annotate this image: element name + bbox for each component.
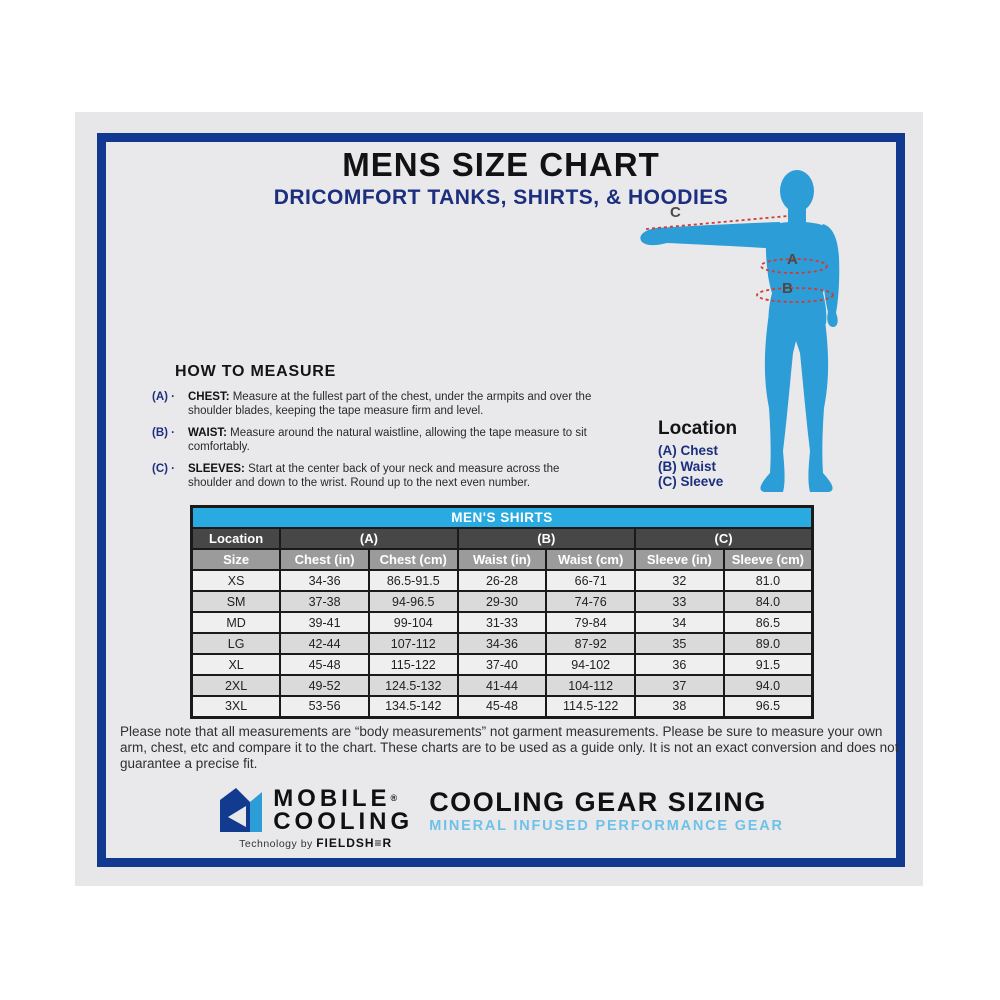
group-header-cell: (B) (458, 528, 635, 549)
value-cell: 81.0 (724, 570, 813, 591)
value-cell: 87-92 (546, 633, 635, 654)
brand-line-cooling: COOLING (273, 808, 414, 835)
value-cell: 37-40 (458, 654, 547, 675)
value-cell: 107-112 (369, 633, 458, 654)
legend-item-0: (A) Chest (658, 443, 718, 458)
page-subtitle: DRICOMFORT TANKS, SHIRTS, & HOODIES (273, 186, 729, 209)
column-header-cell: Chest (in) (280, 549, 369, 570)
measure-key: (A) · (152, 391, 175, 403)
group-header-cell: (A) (280, 528, 457, 549)
marker-label-c: C (670, 204, 681, 221)
measure-text: WAIST: Measure around the natural waistline, allowing the tape measure to sit comfortably. (188, 427, 587, 453)
mens-shirts-size-table (190, 505, 814, 719)
measure-row-1 (152, 426, 592, 454)
value-cell: 134.5-142 (369, 696, 458, 717)
technology-by-text: Technology by (239, 838, 317, 850)
legend-heading: Location (658, 418, 738, 439)
value-cell: 37 (635, 675, 724, 696)
table-row (192, 612, 813, 633)
measure-label: SLEEVES: (188, 463, 245, 475)
size-cell: 3XL (192, 696, 281, 717)
table-row (192, 591, 813, 612)
table-row (192, 570, 813, 591)
value-cell: 41-44 (458, 675, 547, 696)
value-cell: 49-52 (280, 675, 369, 696)
measure-key: (C) · (152, 463, 175, 475)
brand-wordmark (273, 787, 413, 833)
value-cell: 26-28 (458, 570, 547, 591)
value-cell: 114.5-122 (546, 696, 635, 717)
value-cell: 37-38 (280, 591, 369, 612)
size-cell: MD (192, 612, 281, 633)
value-cell: 45-48 (280, 654, 369, 675)
group-header-cell: (C) (635, 528, 812, 549)
mineral-infused-text: MINERAL INFUSED PERFORMANCE GEAR (429, 818, 784, 834)
value-cell: 32 (635, 570, 724, 591)
size-cell: XL (192, 654, 281, 675)
column-header-cell: Sleeve (cm) (724, 549, 813, 570)
value-cell: 38 (635, 696, 724, 717)
value-cell: 34-36 (280, 570, 369, 591)
size-cell: XS (192, 570, 281, 591)
table-row (192, 654, 813, 675)
brand-block (218, 786, 413, 850)
value-cell: 74-76 (546, 591, 635, 612)
value-cell: 42-44 (280, 633, 369, 654)
column-header-cell: Waist (cm) (546, 549, 635, 570)
table-title: MEN'S SHIRTS (192, 507, 813, 529)
column-header-cell: Waist (in) (458, 549, 547, 570)
value-cell: 115-122 (369, 654, 458, 675)
column-header-cell: Sleeve (in) (635, 549, 724, 570)
value-cell: 79-84 (546, 612, 635, 633)
measure-instructions (152, 390, 592, 498)
measure-row-2 (152, 462, 592, 490)
tagline-block (429, 786, 784, 834)
technology-by-line (239, 836, 392, 850)
fieldsheer-name: FIELDSH≡R (316, 836, 393, 850)
disclaimer-note: Please note that all measurements are “body measurements” not garment measurements. Please be sure to measure your own arm, chest, etc and compare it to the chart. These charts are to be used as a guide only. It is not an exact conversion and does not guarantee a precise fit. (120, 724, 899, 771)
value-cell: 53-56 (280, 696, 369, 717)
measure-label: CHEST: (188, 391, 230, 403)
value-cell: 34-36 (458, 633, 547, 654)
value-cell: 94-96.5 (369, 591, 458, 612)
measure-text: SLEEVES: Start at the center back of your neck and measure across the shoulder and down to the wrist. Round up to the next even number. (188, 463, 560, 489)
value-cell: 35 (635, 633, 724, 654)
column-header-cell: Size (192, 549, 281, 570)
size-cell: SM (192, 591, 281, 612)
legend-item-2: (C) Sleeve (658, 474, 724, 489)
marker-label-a: A (787, 251, 798, 268)
registered-mark: ® (390, 793, 398, 803)
value-cell: 33 (635, 591, 724, 612)
value-cell: 86.5 (724, 612, 813, 633)
value-cell: 91.5 (724, 654, 813, 675)
value-cell: 124.5-132 (369, 675, 458, 696)
value-cell: 94-102 (546, 654, 635, 675)
group-header-cell: Location (192, 528, 281, 549)
location-legend (658, 418, 737, 490)
how-to-measure-heading: HOW TO MEASURE (175, 363, 337, 380)
value-cell: 39-41 (280, 612, 369, 633)
brand-line-mobile: MOBILE (273, 785, 391, 812)
value-cell: 66-71 (546, 570, 635, 591)
size-cell: 2XL (192, 675, 281, 696)
legend-item-1: (B) Waist (658, 458, 716, 474)
footer-branding (97, 786, 905, 850)
column-header-cell: Chest (cm) (369, 549, 458, 570)
table-row (192, 675, 813, 696)
value-cell: 94.0 (724, 675, 813, 696)
value-cell: 86.5-91.5 (369, 570, 458, 591)
value-cell: 34 (635, 612, 724, 633)
cooling-gear-sizing-text: COOLING GEAR SIZING (429, 787, 767, 817)
value-cell: 45-48 (458, 696, 547, 717)
size-cell: LG (192, 633, 281, 654)
value-cell: 84.0 (724, 591, 813, 612)
value-cell: 29-30 (458, 591, 547, 612)
mobile-cooling-logo-icon (218, 786, 266, 834)
measure-text: CHEST: Measure at the fullest part of the chest, under the armpits and over the shoulder blades, keeping the tape measure firm and level. (188, 391, 592, 417)
value-cell: 96.5 (724, 696, 813, 717)
value-cell: 99-104 (369, 612, 458, 633)
value-cell: 89.0 (724, 633, 813, 654)
measure-label: WAIST: (188, 427, 227, 439)
value-cell: 31-33 (458, 612, 547, 633)
table-row (192, 633, 813, 654)
value-cell: 104-112 (546, 675, 635, 696)
measure-row-0 (152, 390, 592, 418)
measure-key: (B) · (152, 427, 175, 439)
table-row (192, 696, 813, 717)
value-cell: 36 (635, 654, 724, 675)
marker-label-b: B (782, 280, 793, 297)
page-title: MENS SIZE CHART (342, 146, 660, 183)
